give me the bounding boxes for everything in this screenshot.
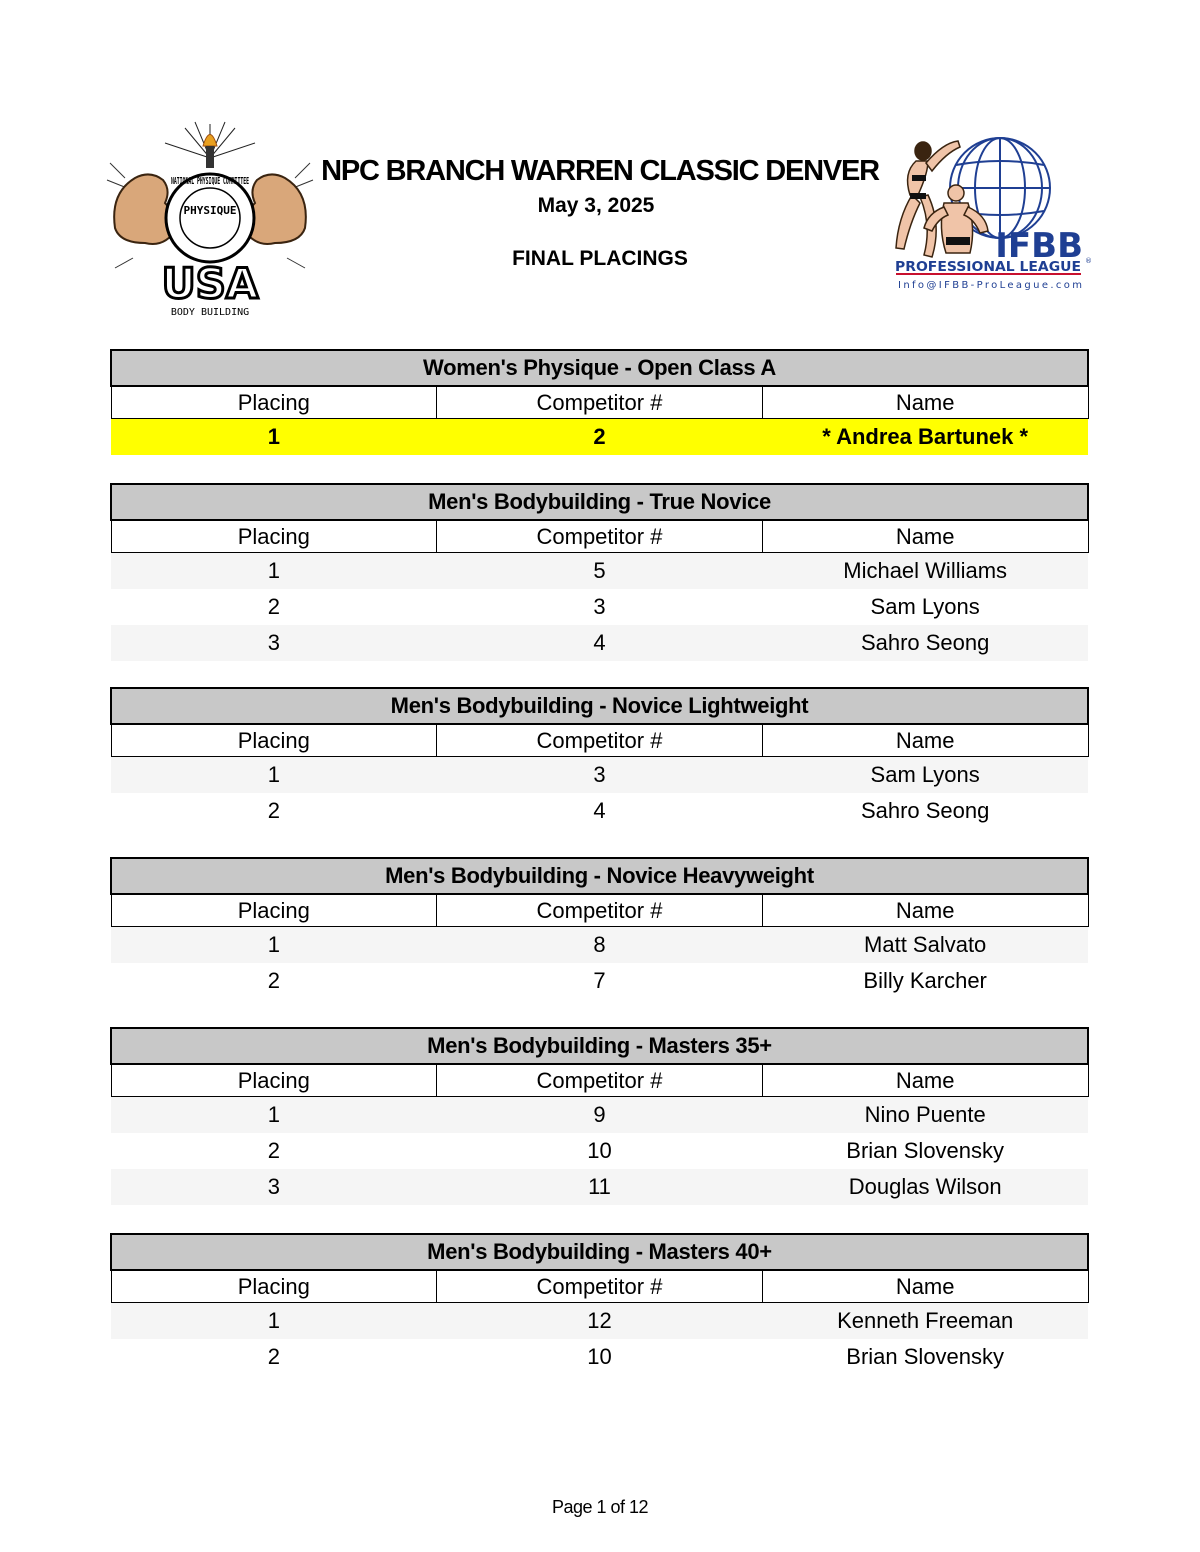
placing-cell: 2 — [267, 798, 280, 823]
name-cell: * Andrea Bartunek * — [762, 419, 1088, 456]
event-date: May 3, 2025 — [537, 194, 655, 217]
competitor-column-header: Competitor # — [437, 724, 763, 757]
page-title: NPC BRANCH WARREN CLASSIC DENVER — [321, 155, 879, 187]
category-title: Men's Bodybuilding - True Novice — [111, 484, 1088, 520]
placing-column-header: Placing — [111, 724, 437, 757]
npc-usa-logo — [105, 118, 315, 323]
placings-table — [110, 1027, 1089, 1205]
competitor-cell: 7 — [593, 968, 606, 993]
table-row — [111, 589, 1088, 625]
page-number: Page 1 of 12 — [551, 1497, 649, 1517]
placings-section — [110, 483, 1089, 661]
placings-table — [110, 857, 1089, 999]
ifbb-logo-email: Info@IFBB-ProLeague.com — [898, 280, 1082, 291]
name-cell: Sam Lyons — [870, 594, 980, 619]
placing-column-header: Placing — [111, 1064, 437, 1097]
category-title: Men's Bodybuilding - Novice Lightweight — [111, 688, 1088, 724]
table-row — [111, 757, 1088, 794]
table-row — [111, 1133, 1088, 1169]
placing-cell: 1 — [111, 553, 437, 590]
competitor-cell: 8 — [437, 927, 763, 964]
placing-cell: 1 — [111, 419, 437, 456]
category-title: Men's Bodybuilding - Masters 35+ — [111, 1028, 1088, 1064]
placings-table — [110, 687, 1089, 829]
competitor-cell: 12 — [437, 1303, 763, 1340]
competitor-cell: 11 — [437, 1169, 763, 1205]
table-row — [111, 793, 1088, 829]
competitor-cell: 10 — [587, 1344, 612, 1369]
table-row — [111, 927, 1088, 964]
name-cell: Matt Salvato — [762, 927, 1088, 964]
ifbb-pro-league-logo — [888, 133, 1093, 298]
placing-cell: 2 — [267, 968, 280, 993]
name-cell: Brian Slovensky — [846, 1138, 1005, 1163]
competitor-column-header: Competitor # — [437, 1064, 763, 1097]
name-cell: Sahro Seong — [860, 798, 990, 823]
page-subtitle: FINAL PLACINGS — [512, 247, 688, 270]
placings-section — [110, 1027, 1089, 1205]
npc-logo-tagline: BODY BUILDING — [170, 307, 250, 318]
npc-logo-ring-text: NATIONAL PHYSIQUE COMMITTEE — [171, 176, 249, 187]
placings-section — [110, 857, 1089, 999]
name-column-header: Name — [762, 894, 1088, 927]
competitor-column-header: Competitor # — [437, 520, 763, 553]
svg-text:PHYSIQUE: PHYSIQUE — [183, 204, 237, 217]
placing-column-header: Placing — [111, 894, 437, 927]
name-column-header: Name — [762, 520, 1088, 553]
competitor-cell: 4 — [437, 625, 763, 661]
name-cell: Sahro Seong — [762, 625, 1088, 661]
name-cell: Billy Karcher — [863, 968, 987, 993]
table-row — [111, 1339, 1088, 1375]
competitor-cell: 9 — [437, 1097, 763, 1134]
placing-column-header: Placing — [111, 386, 437, 419]
placings-section — [110, 349, 1089, 455]
name-cell: Sam Lyons — [762, 757, 1088, 794]
name-cell: Nino Puente — [762, 1097, 1088, 1134]
name-cell: Kenneth Freeman — [762, 1303, 1088, 1340]
name-column-header: Name — [762, 1064, 1088, 1097]
category-title: Men's Bodybuilding - Novice Heavyweight — [111, 858, 1088, 894]
placings-section — [110, 1233, 1089, 1375]
ifbb-logo-league: PROFESSIONAL LEAGUE — [895, 260, 1081, 275]
table-row — [111, 1303, 1088, 1340]
table-row — [111, 625, 1088, 661]
competitor-column-header: Competitor # — [437, 386, 763, 419]
competitor-cell: 2 — [437, 419, 763, 456]
ifbb-logo-brand: IFBB — [995, 226, 1083, 266]
table-row — [111, 553, 1088, 590]
placing-cell: 3 — [111, 1169, 437, 1205]
page-header — [0, 0, 1200, 330]
placing-cell: 2 — [267, 1344, 280, 1369]
table-row — [111, 1169, 1088, 1205]
competitor-cell: 5 — [437, 553, 763, 590]
table-row — [111, 1097, 1088, 1134]
placings-table — [110, 483, 1089, 661]
placings-list — [110, 349, 1089, 1403]
competitor-cell: 3 — [437, 757, 763, 794]
placing-cell: 1 — [111, 1097, 437, 1134]
placing-column-header: Placing — [111, 1270, 437, 1303]
npc-logo-usa: USA — [161, 259, 259, 308]
category-title: Women's Physique - Open Class A — [111, 350, 1088, 386]
svg-text:®: ® — [1085, 257, 1092, 265]
name-cell: Michael Williams — [762, 553, 1088, 590]
name-cell: Brian Slovensky — [846, 1344, 1005, 1369]
table-row — [111, 419, 1088, 456]
placings-section — [110, 687, 1089, 829]
name-cell: Douglas Wilson — [762, 1169, 1088, 1205]
placing-cell: 3 — [111, 625, 437, 661]
placing-cell: 1 — [111, 757, 437, 794]
placings-table — [110, 1233, 1089, 1375]
name-column-header: Name — [762, 724, 1088, 757]
placing-cell: 2 — [267, 594, 280, 619]
table-row — [111, 963, 1088, 999]
placing-cell: 1 — [111, 927, 437, 964]
competitor-cell: 10 — [587, 1138, 612, 1163]
competitor-cell: 3 — [593, 594, 606, 619]
name-column-header: Name — [762, 1270, 1088, 1303]
competitor-column-header: Competitor # — [437, 1270, 763, 1303]
placing-cell: 2 — [267, 1138, 280, 1163]
placing-cell: 1 — [111, 1303, 437, 1340]
placings-table — [110, 349, 1089, 455]
category-title: Men's Bodybuilding - Masters 40+ — [111, 1234, 1088, 1270]
competitor-column-header: Competitor # — [437, 894, 763, 927]
competitor-cell: 4 — [593, 798, 606, 823]
placing-column-header: Placing — [111, 520, 437, 553]
name-column-header: Name — [762, 386, 1088, 419]
